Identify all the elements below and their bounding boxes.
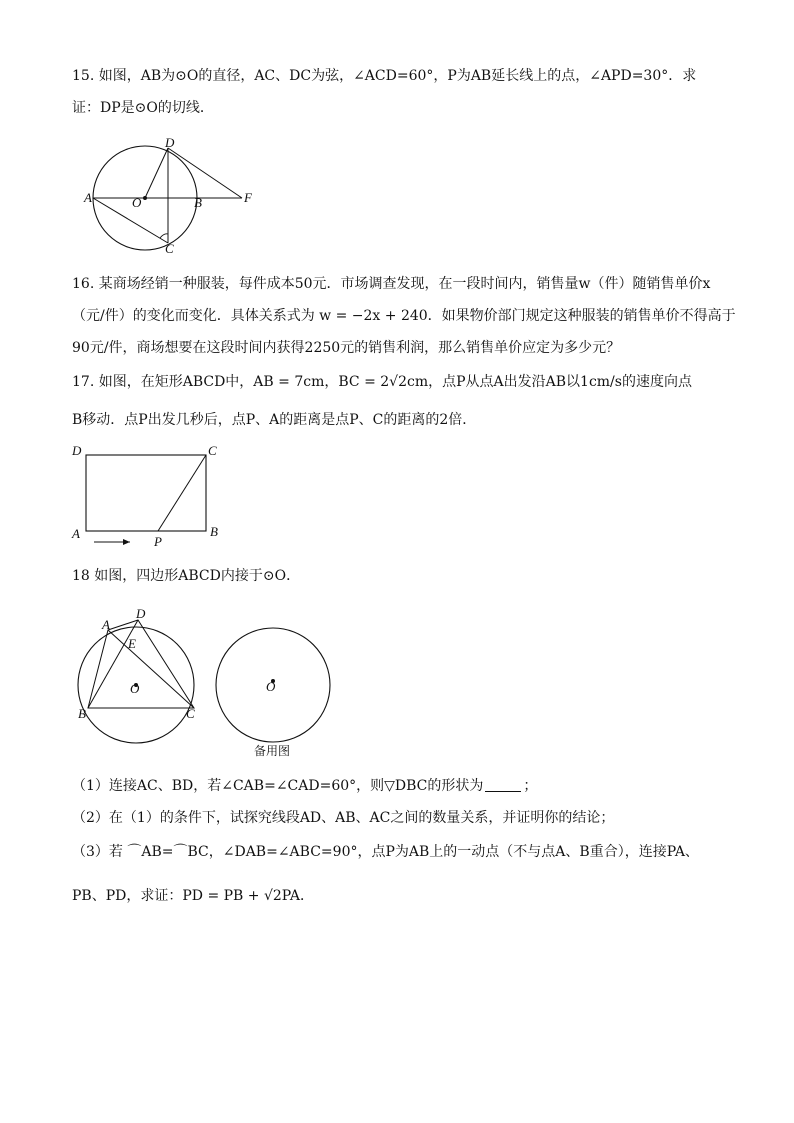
q18-figure [70,605,340,760]
q17-figure [68,440,228,550]
q16-text-line1: 16. 某商场经销一种服装，每件成本50元．市场调查发现，在一段时间内，销售量w（件）随销售单价x [72,276,711,292]
q18-part2: （2）在（1）的条件下，试探究线段AD、AB、AC之间的数量关系，并证明你的结论； [72,810,615,826]
q17-label-D: D [72,443,82,458]
q15-label-F: F [244,190,252,205]
q18-diagonal-AC [108,630,194,708]
q17-label-A: A [72,526,80,541]
q15-label-C: C [165,241,174,255]
q17-label-B: B [210,524,218,539]
q18-part1-end: ； [523,778,538,794]
q17-text-line2: B移动．点P出发几秒后，点P、A的距离是点P、C的距离的2倍． [72,412,477,428]
q15-label-D: D [165,135,175,150]
q16-text-line3: 90元/件，商场想要在这段时间内获得2250元的销售利润，那么销售单价应定为多少元？ [72,340,621,356]
q18-part1-text: （1）连接AC、BD，若∠CAB=∠CAD=60°，则▽DBC的形状为 [72,778,484,794]
q18-quadrilateral-ABCD [88,620,194,708]
q15-label-B: B [194,195,202,210]
q18-label-D: D [136,606,146,621]
q15-center-dot [143,196,147,200]
q15-label-A: A [84,190,92,205]
q15-text-line1: 15. 如图，AB为⊙O的直径，AC、DC为弦，∠ACD=60°，P为AB延长线上的点，∠APD=30°．求 [72,68,697,84]
q18-part1-answer-blank[interactable] [485,777,521,792]
q18-text-line1: 18 如图，四边形ABCD内接于⊙O． [72,568,301,584]
q15-angle-mark [160,234,168,238]
q17-arrow-head-icon [123,539,130,545]
q18-spare-caption: 备用图 [254,744,291,758]
q18-label-O: O [130,681,140,696]
q15-figure [80,135,270,255]
q17-line-PC [158,455,206,531]
q18-label-A: A [102,617,110,632]
q18-label-E: E [128,636,136,651]
q15-text-line2: 证：DP是⊙O的切线． [72,100,214,116]
q18-part1 [72,776,537,796]
q18-label-B: B [78,706,86,721]
q15-line-DF [168,148,242,198]
q18-part3-line2: PB、PD，求证：PD = PB + √2PA． [72,888,315,904]
q15-label-O: O [132,195,142,210]
q17-label-P: P [154,534,162,549]
q18-part3-line1: （3）若 ⌒AB=⌒BC，∠DAB=∠ABC=90°，点P为AB上的一动点（不与点A、B重合），连接PA、 [72,844,699,860]
q17-label-C: C [208,443,217,458]
q18-label-C: C [186,706,195,721]
q15-line-AC [93,198,168,243]
q18-spare-label-O: O [266,679,276,694]
q15-line-OD [145,148,168,198]
q17-text-line1: 17. 如图，在矩形ABCD中，AB = 7cm，BC = 2√2cm，点P从点A出发沿AB以1cm/s的速度向点 [72,374,692,390]
q17-rectangle [86,455,206,531]
q16-text-line2: （元/件）的变化而变化．具体关系式为 w = −2x + 240．如果物价部门规定这种服装的销售单价不得高于 [72,308,736,324]
